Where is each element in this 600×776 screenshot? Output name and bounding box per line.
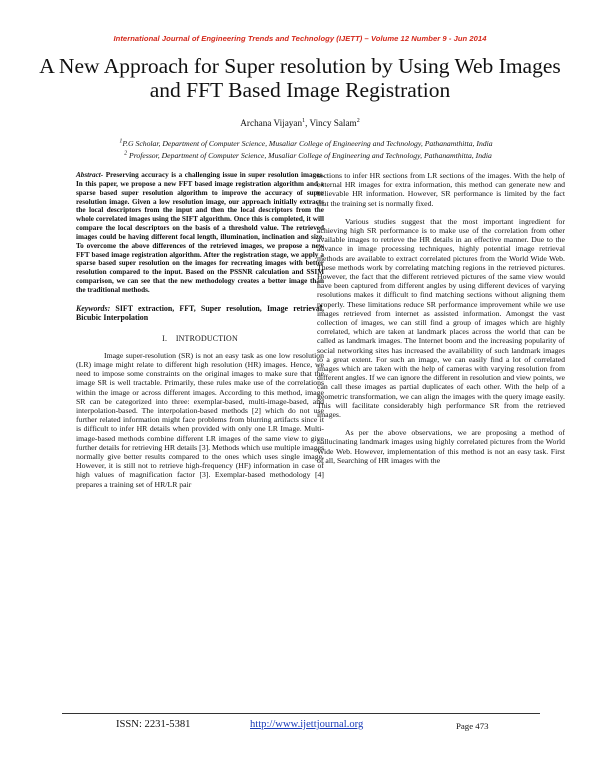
affiliation-1-sup: 1 — [119, 138, 123, 145]
footer-divider — [62, 713, 540, 714]
footer-journal-link[interactable]: http://www.ijettjournal.org — [250, 719, 364, 730]
journal-header: International Journal of Engineering Trends and Technology (IJETT) – Volume 12 Number 9 - Jun 2014 — [113, 34, 487, 43]
intro-paragraph-1: Image super-resolution (SR) is not an easy task as one low resolution (LR) image might relate to different high resolution (HR) images. Hence, we need to impose some constraints on the original images to make sure that the image SR is well tractable. Primarily, these rules make use of the correlations within the image or across different images. According to this method, image SR can be categorized into three: exemplar-based, multi-image-based, and interpolation-based. The interpolation-based methods [2] which do not use further related information might face problems from blurring artifacts since it is difficult to infer HR details when provided with only one LR Image. Multi-image-based methods combine different LR images of the same view to give further details for retrieving HR details [3]. Methods which use multiple images normally give better results compared to the ones which uses single image. However, it is still not to retrieve high-frequency (HF) information in case of high values of magnification factor [3]. Exemplar-based methodology [4] prepares a training set of HR/LR pair — [76, 350, 324, 489]
abstract-text: Preserving accuracy is a challenging issue in super resolution images. In this paper, we propose a new FFT based image registration algorithm and a sparse based super resolution algorithm to improve the accuracy of super resolution image. Given a low resolution image, our approach initially extracts the local descriptors from the input and then the local descriptors from the whole correlated images using the SIFT algorithm. Once this is completed, it will compare the local descriptors on the basis of a threshold value. The retrieved images could be having different focal length, illumination, inclination and size. To overcome the above differences of the retrieved images, we propose a new FFT based image registration algorithm. After the registration stage, we apply a sparse based super resolution on the images for recreating images with better resolution compared to the input. Based on the PSSNR calculation and SSIM comparison, we can see that the new methodology creates a better image than the traditional methods. — [76, 171, 324, 294]
left-column — [76, 171, 324, 489]
author-separator: , — [305, 118, 310, 128]
abstract-label: Abstract- — [76, 171, 104, 179]
affiliation-2 — [8, 151, 600, 160]
keywords-label: Keywords: — [76, 303, 111, 313]
keywords-text: SIFT extraction, FFT, Super resolution, Image retrieval, Bicubic Interpolation — [76, 303, 324, 323]
intro-paragraph-3: Various studies suggest that the most important ingredient for achieving high SR performance is to make use of the correlation from other available images to retrieve the HR details in an effective manner. Due to the advance in image processing techniques, highly potential image retrieval methods are available to extract correlated pictures from the World Wide Web. These methods work by correlating matching regions in the retrieved pictures. However, the fact that the different retrieved pictures of the same view would have been captured from different angles by using different devices of varying resolutions makes it difficult to find matching sections without aligning them properly. These limitations reduce SR performance improvement while we use images retrieved from internet as assisted information. Amongst the vast collection of images, we can still find a group of images which are highly correlated, which are taken at landmark places across the world that can be called as landmark images. The Internet boom and the increasing popularity of social networking sites has increased the availability of such landmark images to a great extent. For such an image, we can easily find a lot of correlated images which are taken with the help of cameras with varying resolution from different angles. If we can ignore the different in resolution and view points, we can call these images as partial duplicates of each other. With the help of a geometric transformation, we can align the images with the query image easily. This will facilitate considerably high performance SR from the retrieved images. — [317, 216, 565, 420]
intro-paragraph-2: sections to infer HR sections from LR sections of the images. With the help of external HR images for extra information, this method can generate new and believable HR information. However, SR performance is limited by the fact that the training set is normally fixed. — [317, 171, 565, 208]
footer-issn: ISSN: 2231-5381 — [116, 719, 191, 730]
paper-title: A New Approach for Super resolution by Using Web Images and FFT Based Image Registration — [39, 54, 561, 102]
author-name-1: Archana Vijayan — [240, 118, 303, 128]
abstract — [76, 171, 324, 295]
author-name-2: Vincy Salam — [309, 118, 357, 128]
affiliation-2-sup: 2 — [124, 150, 128, 157]
affiliation-1 — [6, 139, 600, 148]
author-sup-1: 1 — [302, 117, 306, 124]
affiliation-1-text: P.G Scholar, Department of Computer Science, Musaliar College of Engineering and Technology, Pathanamthitta, India — [122, 139, 493, 148]
footer-page-number: Page 473 — [456, 721, 489, 731]
keywords — [76, 304, 324, 323]
intro-paragraph-4: As per the above observations, we are proposing a method of hallucinating landmark images using highly correlated pictures from the World Wide Web. However, implementation of this method is not an easy task. First of all, Searching of HR images with the — [317, 428, 565, 465]
right-column — [317, 171, 565, 465]
affiliation-2-text: Professor, Department of Computer Science, Musaliar College of Engineering and Technology, Pathanamthitta, India — [127, 151, 492, 160]
author-line — [0, 118, 600, 128]
author-sup-2: 2 — [356, 117, 360, 124]
section-heading-introduction: I. INTRODUCTION — [162, 333, 238, 343]
